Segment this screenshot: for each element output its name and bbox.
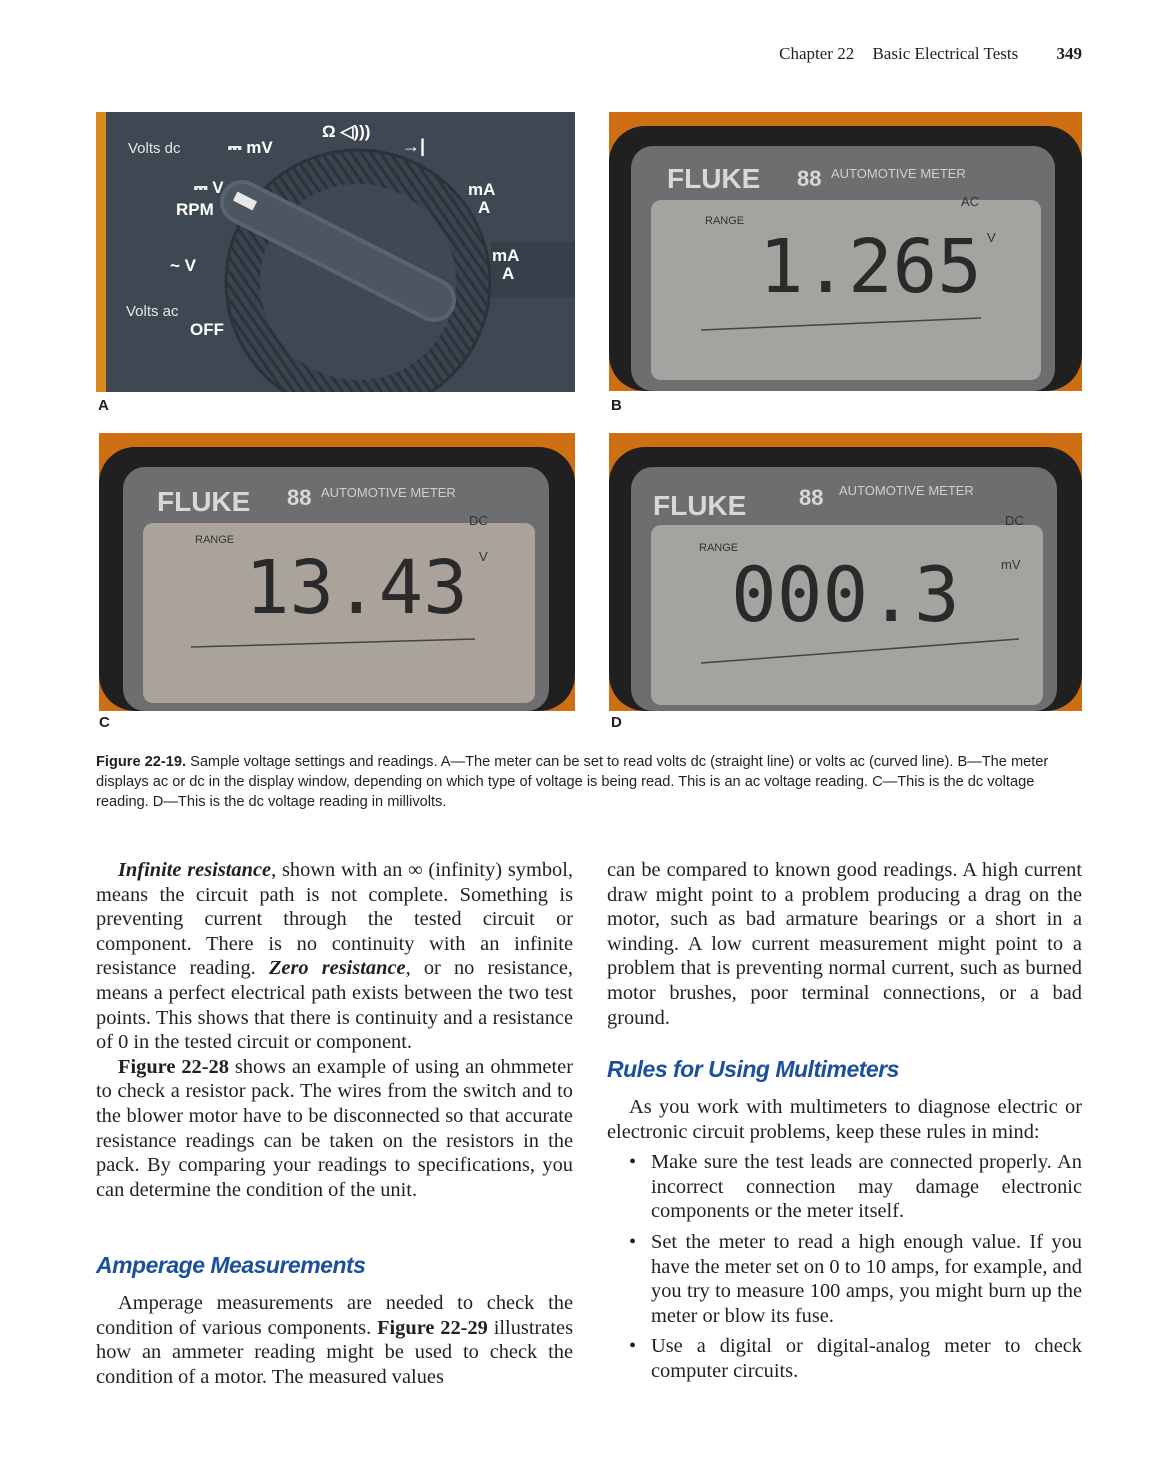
page-number: 349 [1056,44,1082,63]
dial-mv-label: ⎓ mV [228,138,273,157]
meter-c-sub: AUTOMOTIVE METER [321,485,456,500]
term-zero-resistance: Zero resistance [268,957,406,980]
figure-panel-d [609,433,1082,711]
figure-panel-c [99,433,575,711]
left-column [96,858,573,1202]
paragraph-figure-22-28 [96,1055,573,1203]
meter-b-reading: 1.265 [759,224,982,310]
heading-rules-for-multimeters: Rules for Using Multimeters [607,1056,899,1082]
paragraph-amperage [96,1291,573,1389]
paragraph-current-readings: can be compared to known good readings. A high current draw might point to a problem producing a drag on the motor, such as bad armature bearings or a short in a winding. A low current measurement might point to a problem that is preventing normal current, such as burned motor brushes, poor terminal connections, or a bad ground. [607,859,1082,1029]
dial-ma-ac-label: mA [492,246,520,265]
dial-a-ac-label: A [502,264,515,283]
diode-icon: →| [402,136,426,156]
paragraph-infinite-resistance [96,858,573,1055]
meter-d-sub: AUTOMOTIVE METER [839,483,974,498]
figure-caption [96,752,1086,812]
paragraph-text: shows an example of using an ohmmeter to check a resistor pack. The wires from the switch and to the blower motor have to be disconnected so that accurate resistance readings can be taken on the resistors in the pack. By comparing your readings to specifications, you can determine the condition of the unit. [96,1055,573,1201]
meter-c-unit: V [479,549,488,564]
meter-c-range: RANGE [195,534,235,546]
figure-panel-a [96,112,575,392]
meter-c-reading: 13.43 [245,545,468,631]
paragraph-text: illustrates how an ammeter reading might be used to check the condition of a motor. The measured values [96,1316,574,1388]
list-item-text: Set the meter to read a high enough value. If you have the meter set on 0 to 10 amps, for example, and you try to measure 100 amps, you might burn up the meter or blow its fuse. [651,1230,1082,1327]
meter-b-sub: AUTOMOTIVE METER [831,166,966,181]
left-column-continued [96,1291,573,1389]
meter-photo-d [609,433,1082,711]
bullet-icon: • [629,1151,637,1174]
paragraph-text: , or no resistance, means a perfect electrical path exists between the two test points. This shows that there is continuity and a resistance of 0 in the tested circuit or component. [96,957,573,1054]
caption-text: Sample voltage settings and readings. A—The meter can be set to read volts dc (straight line) or volts ac (curved line). B—The meter displays ac or dc in the display window, depending on which type of voltage is being read. This is an ac voltage reading. C—This is the dc voltage reading. D—This is the dc voltage reading in millivolts. [96,754,1049,810]
meter-b-model: 88 [797,166,822,191]
meter-d-reading: 000.3 [731,550,960,639]
running-header [779,44,1082,64]
panel-letter-c: C [99,714,110,731]
caption-label: Figure 22-19. [96,754,187,770]
meter-c-brand: FLUKE [157,486,251,517]
meter-b-unit: V [987,230,996,245]
dial-rpm-label: RPM [176,200,214,219]
panel-letter-a: A [98,397,109,414]
bullet-icon: • [629,1335,637,1358]
paragraph-rules-intro: As you work with multimeters to diagnose electric or electronic circuit problems, keep these rules in mind: [607,1096,1082,1143]
figure-panel-b [609,112,1082,391]
meter-c-mode: DC [469,513,488,528]
panel-letter-d: D [611,714,622,731]
figure-reference: Figure 22-29 [377,1316,488,1339]
meter-photo-c [99,433,575,711]
figure-reference: Figure 22-28 [118,1055,229,1078]
dial-a-dc-label: A [478,198,491,217]
paragraph-text: , shown with an ∞ (infinity) symbol, means the circuit path is not complete. Something is preventing current through the tested circuit or component. There is no continuity with an infinite resistance reading. [96,859,573,980]
meter-d-brand: FLUKE [653,490,747,521]
term-infinite-resistance: Infinite resistance [118,859,272,881]
heading-amperage-measurements: Amperage Measurements [96,1252,366,1278]
right-column [607,858,1082,1030]
dial-off-label: OFF [190,320,224,339]
panel-letter-b: B [611,397,622,414]
dial-v-ac-label: ~ V [170,256,196,275]
dial-ohm-label: Ω ◁))) [322,122,371,141]
volts-dc-label: Volts dc [128,140,181,157]
meter-b-mode: AC [961,194,980,209]
paragraph-text: Amperage measurements are needed to check the condition of various components. [96,1292,573,1339]
meter-b-brand: FLUKE [667,163,761,194]
meter-photo-b [609,112,1082,391]
dial-ma-dc-label: mA [468,180,496,199]
volts-ac-label: Volts ac [126,303,179,320]
dial-v-dc-label: ⎓ V [194,178,224,197]
chapter-title: Basic Electrical Tests [872,44,1019,63]
meter-d-model: 88 [799,485,824,510]
meter-b-range: RANGE [705,215,745,227]
meter-d-unit: mV [1001,557,1021,572]
rules-list [607,1150,1082,1383]
list-item-text: Make sure the test leads are connected properly. An incorrect connection may damage electronic components or the meter itself. [651,1151,1082,1223]
list-item [607,1230,1082,1328]
list-item [607,1334,1082,1383]
meter-c-model: 88 [287,485,312,510]
list-item [607,1150,1082,1224]
bullet-icon: • [629,1230,637,1253]
list-item-text: Use a digital or digital-analog meter to check computer circuits. [651,1335,1082,1382]
chapter-number: Chapter 22 [779,44,855,63]
right-column-continued [607,1095,1082,1390]
meter-d-range: RANGE [699,542,739,554]
meter-d-mode: DC [1005,513,1024,528]
